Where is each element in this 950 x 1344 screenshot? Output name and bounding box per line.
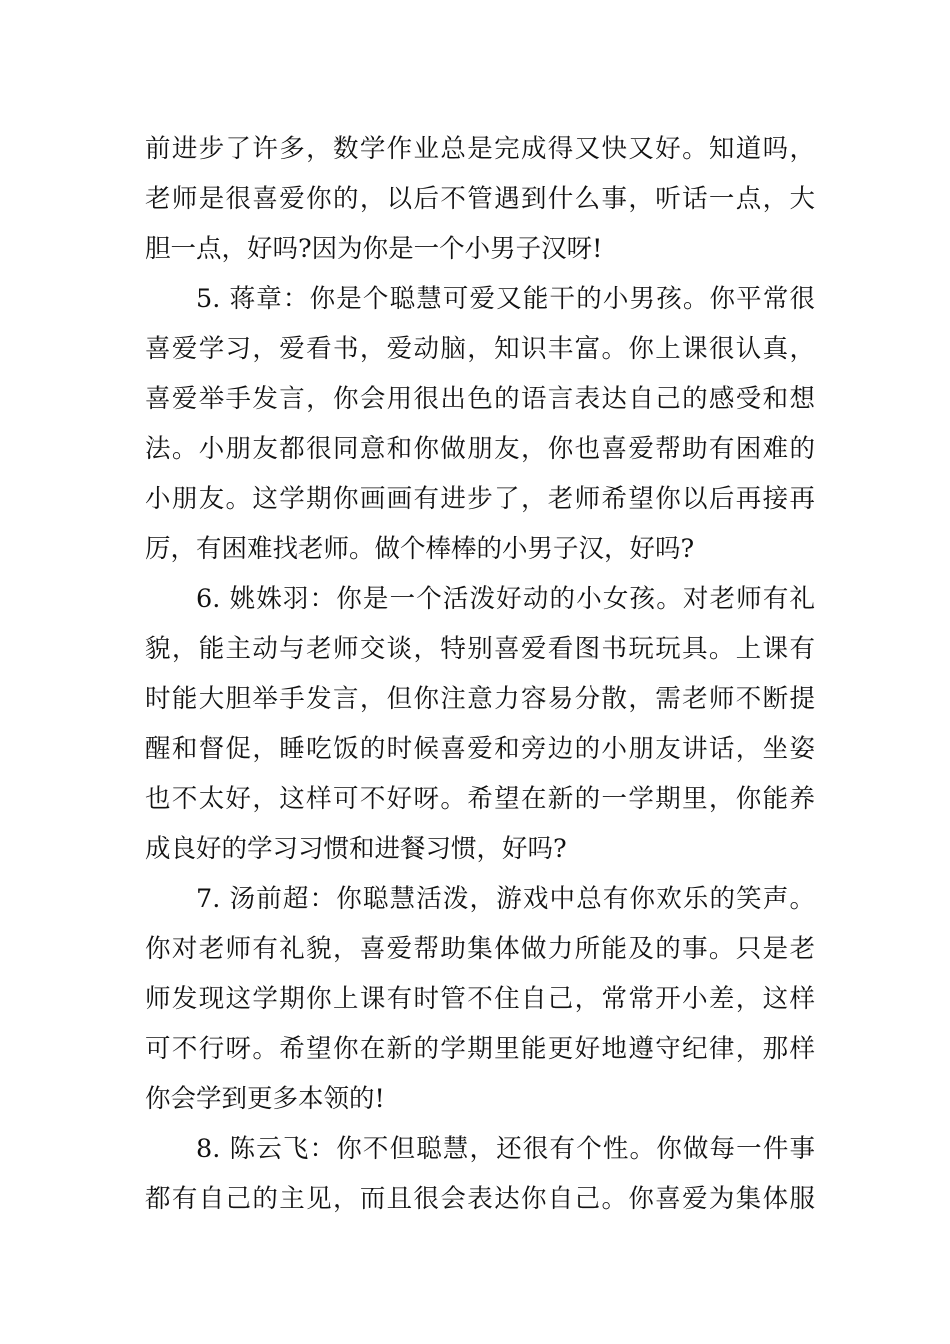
paragraph-start-line: 7. 汤前超：你聪慧活泼，游戏中总有你欢乐的笑声。 xyxy=(196,884,815,914)
paragraph-start-line: 6. 姚姝羽：你是一个活泼好动的小女孩。对老师有礼 xyxy=(196,584,815,614)
text-line: 你对老师有礼貌，喜爱帮助集体做力所能及的事。只是老 xyxy=(145,934,815,964)
text-line: 貌，能主动与老师交谈，特别喜爱看图书玩玩具。上课有 xyxy=(145,634,815,664)
text-line: 老师是很喜爱你的，以后不管遇到什么事，听话一点，大 xyxy=(145,184,815,214)
text-line: 喜爱举手发言，你会用很出色的语言表达自己的感受和想 xyxy=(145,384,815,414)
text-line: 可不行呀。希望你在新的学期里能更好地遵守纪律，那样 xyxy=(145,1034,815,1064)
paragraph-start-line: 5. 蒋章：你是个聪慧可爱又能干的小男孩。你平常很 xyxy=(196,284,815,314)
paragraph-start-line: 8. 陈云飞：你不但聪慧，还很有个性。你做每一件事 xyxy=(196,1134,815,1164)
text-line: 都有自己的主见，而且很会表达你自己。你喜爱为集体服 xyxy=(145,1184,815,1214)
text-line: 前进步了许多，数学作业总是完成得又快又好。知道吗， xyxy=(145,134,815,164)
text-line: 醒和督促，睡吃饭的时候喜爱和旁边的小朋友讲话，坐姿 xyxy=(145,734,815,764)
text-line: 也不太好，这样可不好呀。希望在新的一学期里，你能养 xyxy=(145,784,815,814)
text-line: 你会学到更多本领的! xyxy=(145,1084,385,1114)
text-line: 厉，有困难找老师。做个棒棒的小男子汉，好吗? xyxy=(145,534,695,564)
text-line: 胆一点，好吗?因为你是一个小男子汉呀! xyxy=(145,234,603,264)
text-line: 法。小朋友都很同意和你做朋友，你也喜爱帮助有困难的 xyxy=(145,434,815,464)
text-line: 成良好的学习习惯和进餐习惯，好吗? xyxy=(145,834,567,864)
text-line: 喜爱学习，爱看书，爱动脑，知识丰富。你上课很认真， xyxy=(145,334,815,364)
text-line: 时能大胆举手发言，但你注意力容易分散，需老师不断提 xyxy=(145,684,815,714)
text-line: 师发现这学期你上课有时管不住自己，常常开小差，这样 xyxy=(145,984,815,1014)
text-line: 小朋友。这学期你画画有进步了，老师希望你以后再接再 xyxy=(145,484,815,514)
